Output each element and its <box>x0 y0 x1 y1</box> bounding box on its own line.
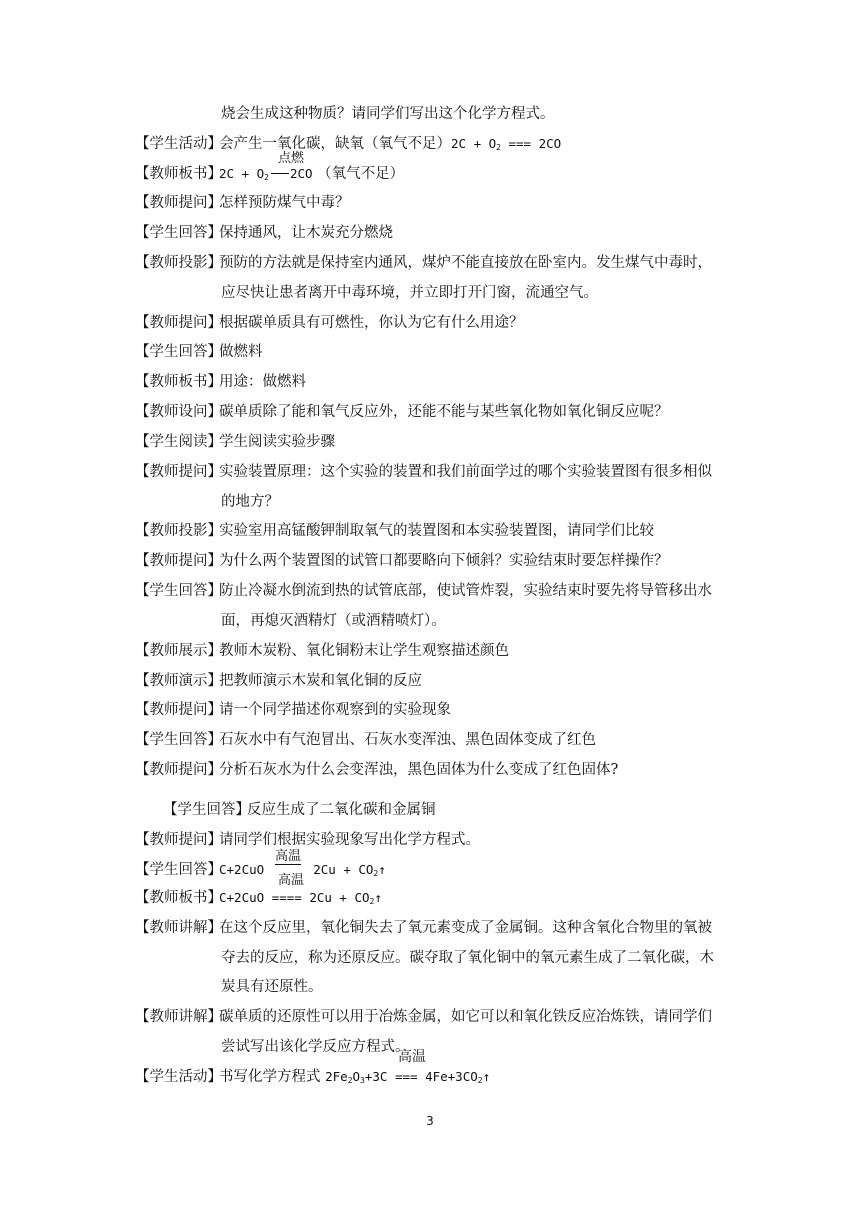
equation: $2C + O_2$ === 2CO <box>451 136 562 152</box>
dialogue-line <box>135 1067 745 1091</box>
dialogue-line <box>135 521 745 541</box>
dialogue-line <box>135 551 745 571</box>
line-text: 保持通风，让木炭充分燃烧 <box>219 225 393 241</box>
dialogue-line <box>135 313 745 333</box>
speaker-label: 【学生回答】 <box>135 732 222 748</box>
equation: $2Fe_2O_3+3C$ === $4Fe+3CO_2↑$ <box>325 1069 491 1085</box>
speaker-label: 【教师提问】 <box>135 553 222 569</box>
speaker-label: 【学生阅读】 <box>135 434 222 450</box>
speaker-label: 【教师板书】 <box>135 166 222 182</box>
speaker-label: 【学生回答】 <box>135 862 222 878</box>
speaker-label: 【学生活动】 <box>135 1069 222 1085</box>
dialogue-line <box>135 342 745 362</box>
speaker-label: 【学生回答】 <box>135 225 222 241</box>
dialogue-line <box>135 164 745 188</box>
dialogue-line <box>135 700 745 720</box>
line-text: 根据碳单质具有可燃性，你认为它有什么用途？ <box>219 315 524 331</box>
dialogue-line <box>163 800 745 820</box>
line-text: 在这个反应里，氧化铜失去了氧元素变成了金属铜。这种含氧化合物里的氧被 <box>219 920 712 936</box>
reaction-condition: 高温 <box>398 1049 426 1065</box>
speaker-label: 【教师设问】 <box>135 404 222 420</box>
speaker-label: 【教师提问】 <box>135 702 222 718</box>
speaker-label: 【教师投影】 <box>135 523 222 539</box>
line-text: 实验装置原理：这个实验的装置和我们前面学过的哪个实验装置图有很多相似 <box>219 464 712 480</box>
text-line: 炭具有还原性。 <box>221 979 323 995</box>
speaker-label: 【学生回答】 <box>135 344 222 360</box>
speaker-label: 【教师提问】 <box>135 832 222 848</box>
speaker-label: 【学生回答】 <box>135 583 222 599</box>
line-text: 请同学们根据实验现象写出化学方程式。 <box>219 832 480 848</box>
dialogue-line <box>135 193 745 213</box>
reaction-condition: 高温 <box>275 849 302 864</box>
equation: C+2CuO $2Cu + CO_2↑$ <box>219 862 386 878</box>
line-text: 用途：做燃料 <box>219 374 306 390</box>
text-line: 的地方？ <box>221 494 279 510</box>
text-line: 面，再熄灭酒精灯（或酒精喷灯）。 <box>221 613 446 629</box>
line-text: 为什么两个装置图的试管口都要略向下倾斜？实验结束时要怎样操作？ <box>219 553 669 569</box>
line-text: 碳单质除了能和氧气反应外，还能不能与某些氧化物如氧化铜反应呢？ <box>219 404 669 420</box>
dialogue-line <box>135 462 745 482</box>
text-line: 应尽快让患者离开中毒环境，并立即打开门窗，流通空气。 <box>221 285 598 301</box>
dialogue-line <box>135 134 745 158</box>
speaker-label: 【教师讲解】 <box>135 920 222 936</box>
speaker-label: 【教师板书】 <box>135 890 222 906</box>
line-text: 碳单质的还原性可以用于冶炼金属，如它可以和氧化铁反应冶炼铁，请同学们 <box>219 1009 712 1025</box>
dialogue-line <box>135 581 745 601</box>
dialogue-line <box>135 641 745 661</box>
line-text: 分析石灰水为什么会变浑浊，黑色固体为什么变成了红色固体? <box>219 762 619 778</box>
dialogue-line <box>135 223 745 243</box>
line-text: 做燃料 <box>219 344 263 360</box>
line-text: 反应生成了二氧化碳和金属铜 <box>247 802 436 818</box>
dialogue-line <box>135 1007 745 1027</box>
text-line: 尝试写出该化学反应方程式。 <box>221 1039 410 1055</box>
speaker-label: 【教师提问】 <box>135 464 222 480</box>
dialogue-line <box>135 402 745 422</box>
dialogue-line <box>135 253 745 273</box>
speaker-label: 【学生活动】 <box>135 136 222 152</box>
speaker-label: 【教师投影】 <box>135 255 222 271</box>
line-text: （氧气不足） <box>317 166 405 182</box>
dialogue-line <box>135 730 745 750</box>
dialogue-line <box>135 830 745 850</box>
line-text: 怎样预防煤气中毒？ <box>219 195 350 211</box>
speaker-label: 【教师演示】 <box>135 673 222 689</box>
dialogue-line <box>135 372 745 392</box>
line-text: 实验室用高锰酸钾制取氧气的装置图和本实验装置图，请同学们比较 <box>219 523 654 539</box>
text-line: 夺去的反应，称为还原反应。碳夺取了氧化铜中的氧元素生成了二氧化碳，木 <box>221 950 714 966</box>
reaction-condition: 高温 <box>278 873 305 888</box>
line-text: 预防的方法就是保持室内通风，煤炉不能直接放在卧室内。发生煤气中毒时， <box>219 255 712 271</box>
text-line: 烧会生成这种物质？请同学们写出这个化学方程式。 <box>221 106 555 122</box>
speaker-label: 【教师提问】 <box>135 762 222 778</box>
line-text: 防止冷凝水倒流到热的试管底部，使试管炸裂，实验结束时要先将导管移出水 <box>219 583 712 599</box>
dialogue-line <box>135 888 745 912</box>
reaction-condition: 点燃 <box>278 151 305 166</box>
line-text: 请一个同学描述你观察到的实验现象 <box>219 702 451 718</box>
speaker-label: 【教师展示】 <box>135 643 222 659</box>
dialogue-line <box>135 860 745 884</box>
speaker-label: 【教师提问】 <box>135 315 222 331</box>
dialogue-line <box>135 760 745 780</box>
equation: C+2CuO ==== $2Cu + CO_2↑$ <box>219 890 382 906</box>
line-text: 学生阅读实验步骤 <box>219 434 335 450</box>
speaker-label: 【教师讲解】 <box>135 1009 222 1025</box>
speaker-label: 【教师提问】 <box>135 195 222 211</box>
speaker-label: 【学生回答】 <box>163 802 250 818</box>
speaker-label: 【教师板书】 <box>135 374 222 390</box>
line-text: 教师木炭粉、氧化铜粉末让学生观察描述颜色 <box>219 643 509 659</box>
dialogue-line <box>135 671 745 691</box>
line-text: 石灰水中有气泡冒出、石灰水变浑浊、黑色固体变成了红色 <box>219 732 596 748</box>
dialogue-line <box>135 918 745 938</box>
page-number: 3 <box>426 1114 434 1128</box>
dialogue-line <box>135 432 745 452</box>
line-text: 会产生一氧化碳，缺氧（氧气不足） <box>219 136 451 152</box>
line-text: 书写化学方程式 <box>219 1069 326 1085</box>
equation: $2C + O_2$ 2CO <box>219 166 313 182</box>
line-text: 把教师演示木炭和氧化铜的反应 <box>219 673 422 689</box>
